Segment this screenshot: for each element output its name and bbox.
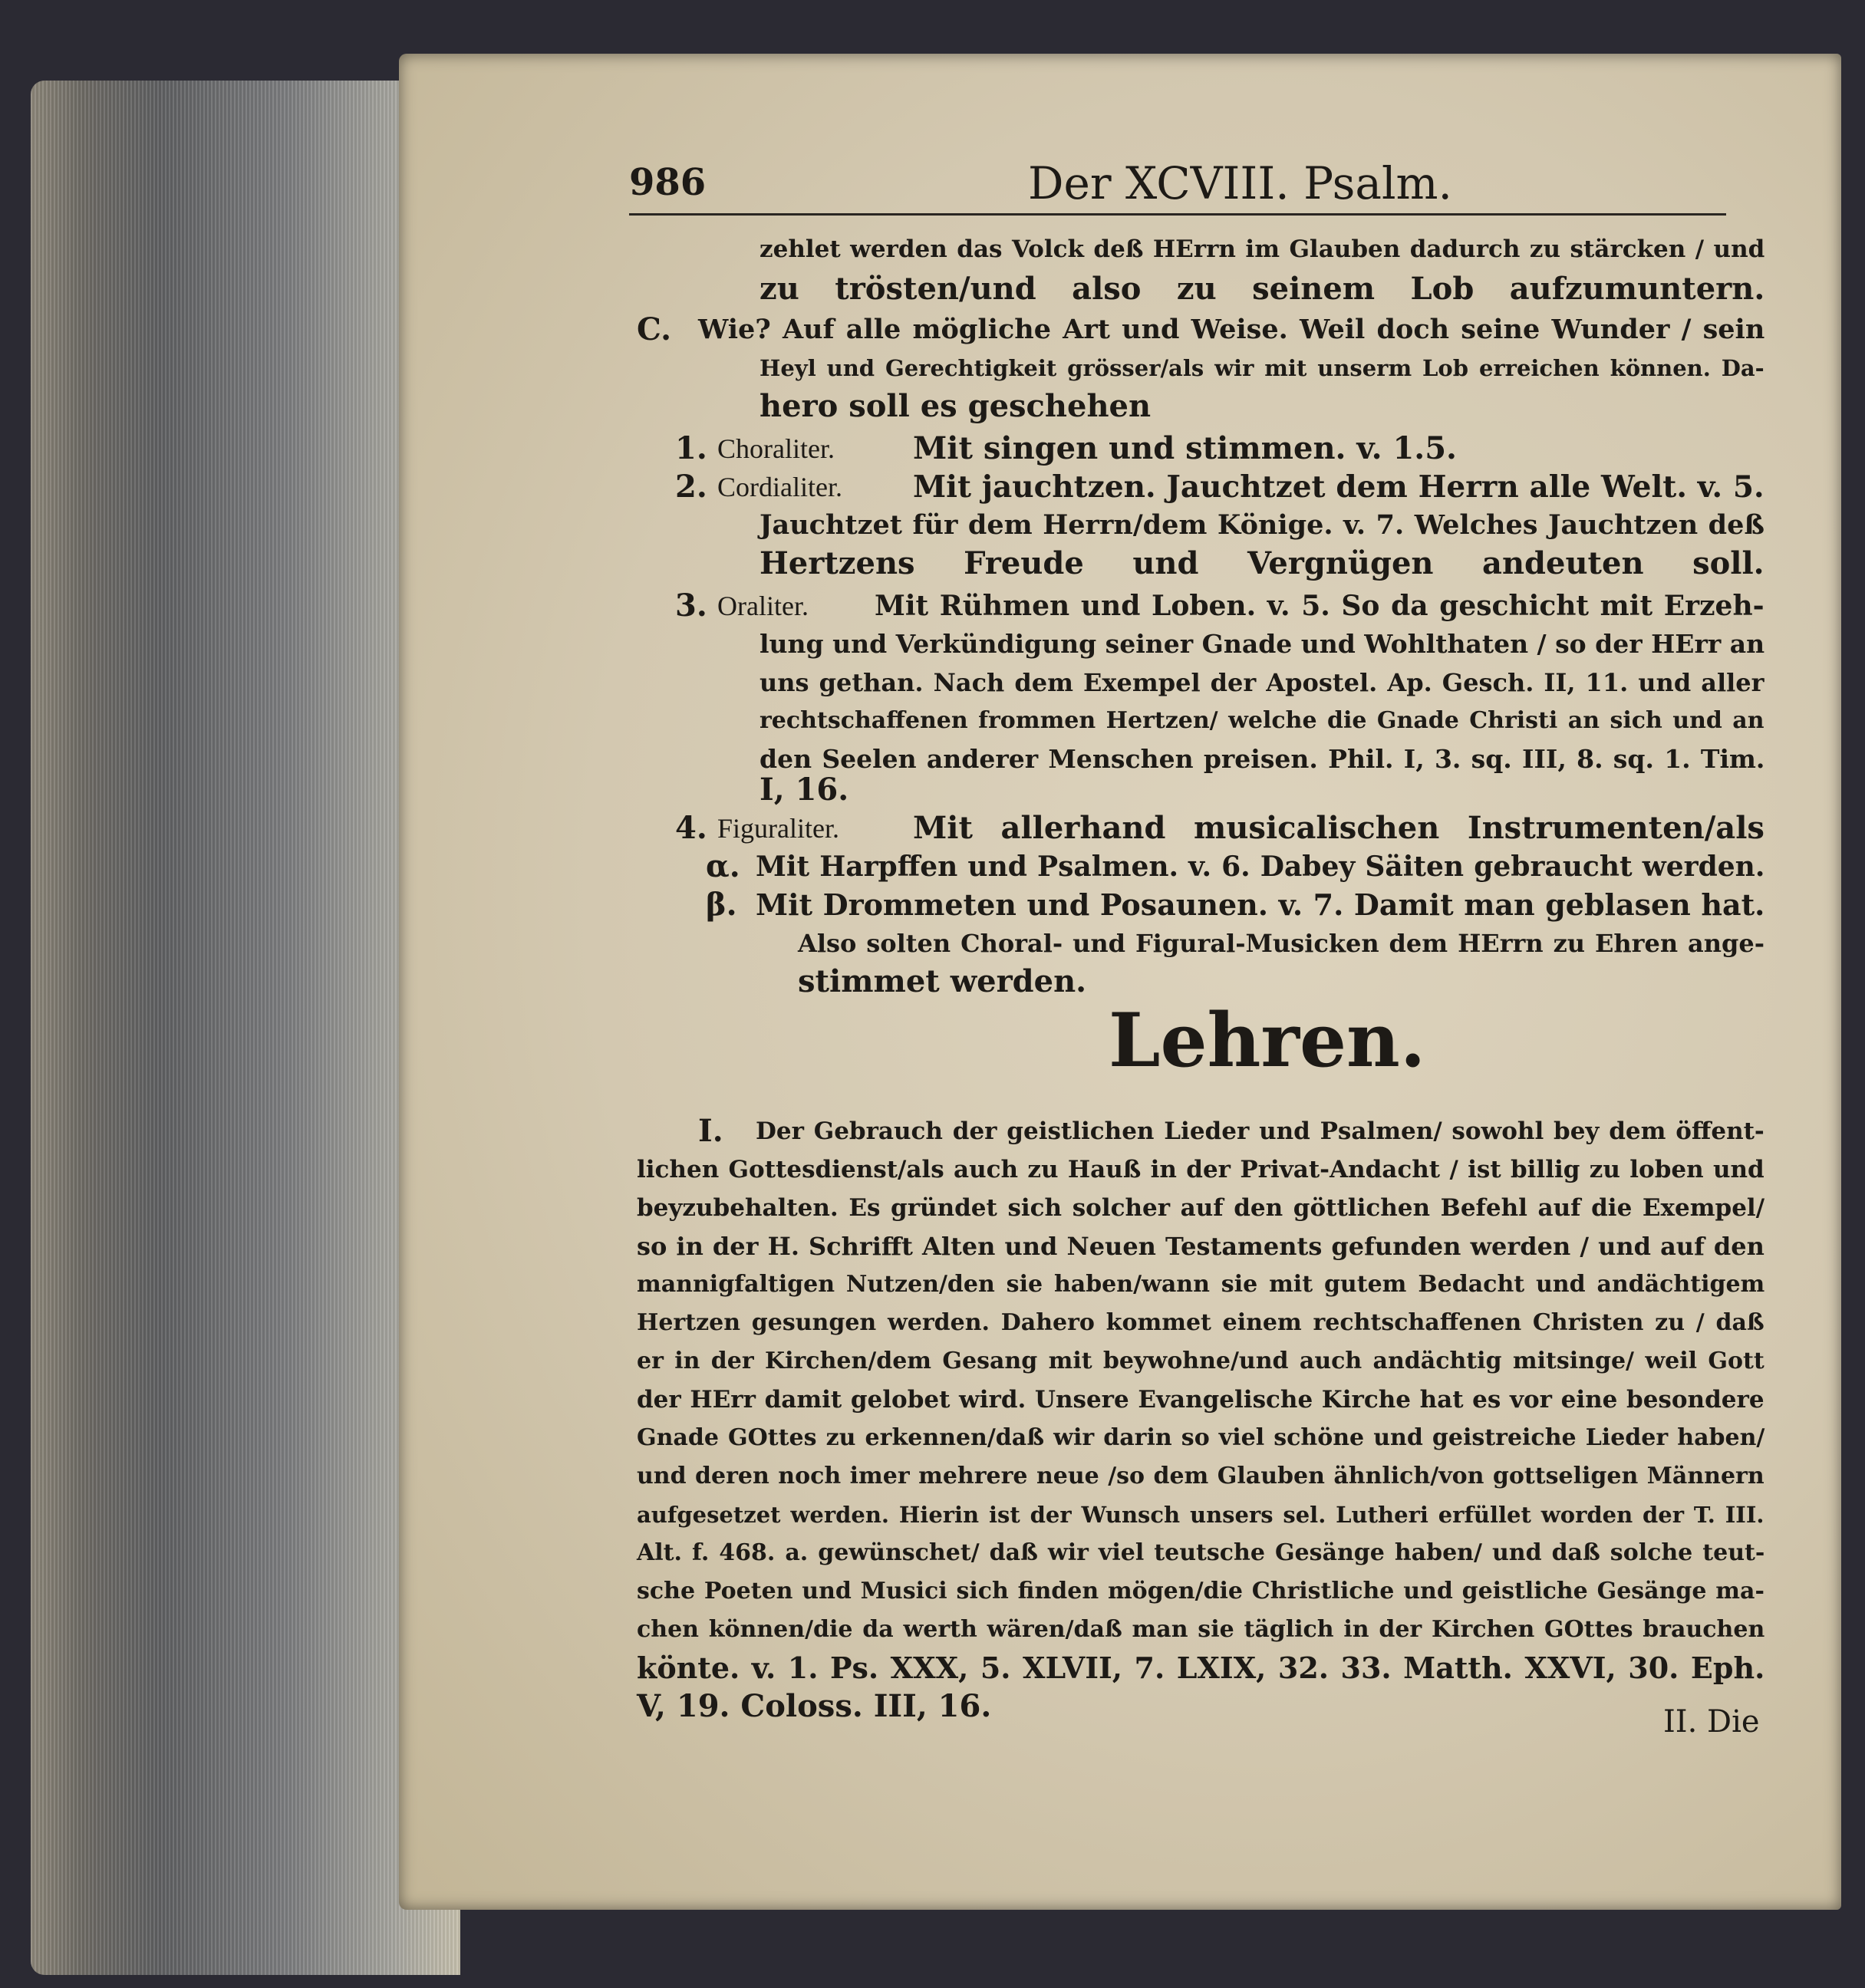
line-marker: β. <box>706 887 737 923</box>
text-line: und deren noch imer mehrere neue /so dem Glauben ähnlich/von gottseligen Männern <box>637 1463 1765 1489</box>
text-line: zehlet werden das Volck deß HErrn im Glauben dadurch zu stärcken / und <box>760 235 1765 263</box>
text-line: Mit Drommeten und Posaunen. v. 7. Damit man geblasen hat. <box>756 887 1765 922</box>
page-header <box>629 153 1765 215</box>
text-line: Mit Rühmen und Loben. v. 5. So da geschicht mit Erzeh- <box>875 590 1765 622</box>
text-line: aufgesetzet werden. Hierin ist der Wunsch unsers sel. Lutheri erfüllet worden der T. III. <box>637 1502 1765 1528</box>
text-line: Der Gebrauch der geistlichen Lieder und Psalmen/ sowohl bey dem öffent- <box>756 1117 1765 1145</box>
text-line: mannigfaltigen Nutzen/den sie haben/wann sie mit gutem Bedacht und andächtigem <box>637 1271 1765 1298</box>
line-marker: I. <box>698 1113 723 1149</box>
text-line: Wie? Auf alle mögliche Art und Weise. Weil doch seine Wunder / sein <box>698 314 1765 345</box>
text-line: rechtschaffenen frommen Hertzen/ welche die Gnade Christi an sich und an <box>760 707 1765 734</box>
text-line: Also solten Choral- und Figural-Musicken dem HErrn zu Ehren ange- <box>798 929 1765 958</box>
line-marker: α. <box>706 848 740 884</box>
latin-term: Oraliter. <box>717 591 809 621</box>
text-line: er in der Kirchen/dem Gesang mit beywohne/und auch andächtig mitsinge/ weil Gott <box>637 1348 1765 1374</box>
page-block-edge <box>31 81 460 1975</box>
line-marker: C. <box>637 311 672 347</box>
text-line: Hertzens Freude und Vergnügen andeuten soll. <box>760 545 1765 581</box>
text-line: Heyl und Gerechtigkeit grösser/als wir mit unserm Lob erreichen können. Da- <box>760 355 1765 381</box>
text-line: uns gethan. Nach dem Exempel der Apostel. Ap. Gesch. II, 11. und aller <box>760 668 1765 697</box>
text-line: V, 19. Coloss. III, 16. <box>637 1688 992 1724</box>
text-line: Mit singen und stimmen. v. 1.5. <box>913 430 1457 466</box>
latin-term: Figuraliter. <box>717 813 839 844</box>
text-line: Mit Harpffen und Psalmen. v. 6. Dabey Säiten gebraucht werden. <box>756 851 1765 883</box>
latin-term: Choraliter. <box>717 433 835 464</box>
section-heading: Lehren. <box>1109 997 1426 1084</box>
text-line: lung und Verkündigung seiner Gnade und Wohlthaten / so der HErr an <box>760 629 1765 659</box>
text-line: zu trösten/und also zu seinem Lob aufzumuntern. <box>760 271 1765 307</box>
text-line: der HErr damit gelobet wird. Unsere Evangelische Kirche hat es vor eine besondere <box>637 1386 1765 1414</box>
latin-term: Cordialiter. <box>717 472 842 502</box>
text-line: chen können/die da werth wären/daß man sie täglich in der Kirchen GOttes brauchen <box>637 1616 1765 1643</box>
line-marker: 4. <box>675 810 707 846</box>
text-line: stimmet werden. <box>798 963 1087 999</box>
text-line: Mit jauchtzen. Jauchtzet dem Herrn alle Welt. v. 5. <box>913 469 1765 505</box>
text-line: Jauchtzet für dem Herrn/dem Könige. v. 7. Welches Jauchtzen deß <box>760 509 1765 541</box>
text-line: Hertzen gesungen werden. Dahero kommet einem rechtschaffenen Christen zu / daß <box>637 1309 1765 1336</box>
text-line: den Seelen anderer Menschen preisen. Phil. I, 3. sq. III, 8. sq. 1. Tim. <box>760 744 1765 774</box>
text-line: beyzubehalten. Es gründet sich solcher auf den göttlichen Befehl auf die Exempel/ <box>637 1194 1765 1222</box>
page-number: 986 <box>629 161 707 204</box>
header-rule <box>629 213 1726 216</box>
text-line: Gnade GOttes zu erkennen/daß wir darin so viel schöne und geistreiche Lieder haben/ <box>637 1424 1765 1451</box>
line-marker: 2. <box>675 469 707 505</box>
catchword: II. Die <box>1663 1704 1760 1740</box>
text-line: Alt. f. 468. a. gewünschet/ daß wir viel teutsche Gesänge haben/ und daß solche teut- <box>637 1539 1765 1566</box>
line-marker: 1. <box>675 430 707 466</box>
text-line: Mit allerhand musicalischen Instrumenten/als <box>913 810 1765 846</box>
text-line: sche Poeten und Musici sich finden mögen/die Christliche und geistliche Gesänge ma- <box>637 1578 1765 1605</box>
line-marker: 3. <box>675 588 707 624</box>
running-title: Der XCVIII. Psalm. <box>1028 157 1452 209</box>
text-line: so in der H. Schrifft Alten und Neuen Testaments gefunden werden / und auf den <box>637 1232 1765 1261</box>
text-line: hero soll es geschehen <box>760 388 1152 424</box>
text-line: könte. v. 1. Ps. XXX, 5. XLVII, 7. LXIX, 32. 33. Matth. XXVI, 30. Eph. <box>637 1651 1765 1685</box>
text-line: I, 16. <box>760 772 849 808</box>
text-line: lichen Gottesdienst/als auch zu Hauß in der Privat-Andacht / ist billig zu loben und <box>637 1156 1765 1183</box>
